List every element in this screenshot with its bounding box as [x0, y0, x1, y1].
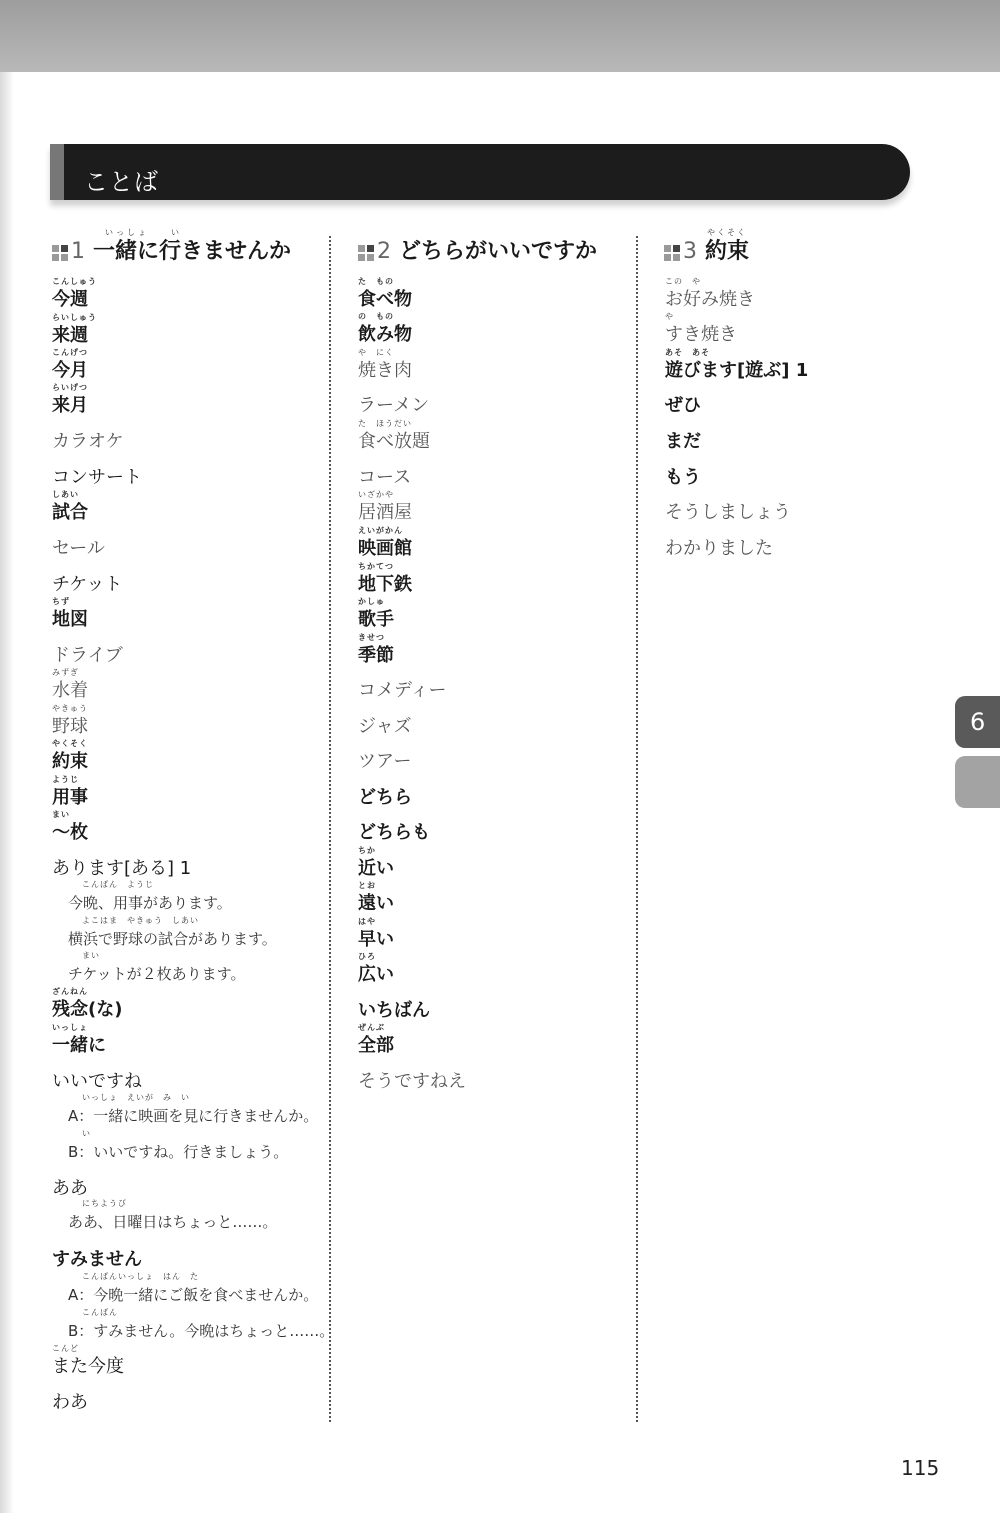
example-sentence	[68, 1129, 289, 1164]
section-heading-1	[52, 228, 292, 266]
vocab-item	[52, 597, 88, 632]
vocab-item	[358, 786, 412, 810]
vocab-item	[665, 277, 755, 312]
vocab-text: 残念(な)	[52, 999, 123, 1020]
grid-icon	[358, 245, 374, 261]
example-sentence	[68, 951, 246, 986]
vocab-item	[52, 1344, 124, 1379]
vocab-item	[358, 881, 394, 916]
vocab-item	[358, 394, 429, 418]
vocab-item	[358, 277, 412, 312]
furigana: よこはま やきゅう しあい	[82, 916, 199, 925]
vocab-item	[52, 1177, 88, 1201]
furigana: いっしょ	[52, 1023, 88, 1032]
section-title	[705, 228, 750, 266]
furigana: この や	[665, 277, 701, 286]
section-header-bar	[50, 144, 910, 200]
furigana: の もの	[358, 312, 394, 321]
vocab-text: また今度	[52, 1356, 124, 1377]
furigana: ようじ	[52, 775, 79, 784]
vocab-text: ラーメン	[358, 395, 430, 416]
furigana: ちかてつ	[358, 562, 394, 571]
vocab-text: そうですねえ	[358, 1071, 466, 1092]
vocab-text: A：今晩一緒にご飯を食べませんか。	[68, 1286, 319, 1304]
vocab-text: すみません	[52, 1249, 142, 1270]
vocab-item	[52, 537, 105, 561]
section-header-title: ことば	[84, 168, 159, 196]
section-title-ruby: いっしょ い	[105, 228, 182, 237]
vocab-item	[52, 810, 88, 845]
furigana: こんげつ	[52, 348, 88, 357]
vocab-item	[358, 999, 430, 1023]
section-title-text: 約束	[705, 239, 750, 264]
furigana: ちか	[358, 846, 376, 855]
vocab-item	[358, 597, 394, 632]
vocab-item	[358, 917, 394, 952]
furigana: はや	[358, 917, 376, 926]
vocab-text: チケットが２枚あります。	[68, 965, 246, 983]
vocab-item	[358, 846, 394, 881]
section-number: 1	[71, 239, 85, 264]
vocab-item	[52, 644, 123, 668]
vocab-text: 広い	[358, 964, 394, 985]
vocab-item	[358, 679, 447, 703]
vocab-text: お好み焼き	[665, 289, 755, 310]
section-title-ruby: やくそく	[707, 228, 747, 237]
furigana: ちず	[52, 597, 70, 606]
vocab-text: ああ、日曜日はちょっと……。	[68, 1213, 278, 1231]
grid-icon	[52, 245, 68, 261]
vocab-item	[52, 1391, 88, 1415]
vocab-text: 今月	[52, 360, 88, 381]
grid-icon	[664, 245, 680, 261]
vocab-item	[358, 952, 394, 987]
furigana: やくそく	[52, 739, 88, 748]
chapter-tab-next	[955, 756, 1000, 808]
vocab-item	[358, 750, 411, 774]
vocab-item	[358, 633, 394, 668]
furigana: こんしゅう	[52, 277, 97, 286]
vocab-text: いいですね	[52, 1071, 142, 1092]
vocab-item	[665, 430, 701, 454]
furigana: こんばん	[82, 1308, 118, 1317]
vocab-text: コメディー	[358, 680, 447, 701]
vocab-text: 映画館	[358, 538, 412, 559]
vocab-item	[52, 490, 88, 525]
vocab-item	[52, 573, 122, 597]
vocab-item	[665, 466, 701, 490]
furigana: こんばんいっしょ はん た	[82, 1272, 199, 1281]
vocab-text: 地図	[52, 609, 88, 630]
vocab-item	[52, 430, 124, 454]
vocab-item	[52, 739, 88, 774]
example-sentence	[68, 1272, 319, 1307]
vocab-text: 一緒に	[52, 1035, 106, 1056]
furigana: た ほうだい	[358, 419, 412, 428]
vocab-text: 試合	[52, 502, 88, 523]
furigana: みずぎ	[52, 668, 79, 677]
vocab-item	[52, 704, 88, 739]
vocab-text: 用事	[52, 787, 88, 808]
example-sentence	[68, 880, 232, 915]
vocab-item	[52, 1023, 106, 1058]
furigana: やきゅう	[52, 704, 88, 713]
vocab-item	[358, 419, 430, 454]
section-heading-2	[358, 232, 597, 266]
vocab-text: 全部	[358, 1035, 394, 1056]
vocab-item	[665, 348, 809, 383]
furigana: た もの	[358, 277, 394, 286]
vocab-text: 食べ放題	[358, 431, 430, 452]
furigana: ぜんぶ	[358, 1023, 385, 1032]
furigana: まい	[52, 810, 70, 819]
vocab-item	[358, 466, 411, 490]
section-number: 3	[683, 239, 697, 264]
furigana: しあい	[52, 490, 79, 499]
furigana: ひろ	[358, 952, 376, 961]
vocab-text: 食べ物	[358, 289, 412, 310]
vocab-item	[358, 490, 412, 525]
example-sentence	[68, 916, 277, 951]
furigana: や にく	[358, 348, 394, 357]
vocab-text: ジャズ	[358, 716, 412, 737]
vocab-text: 居酒屋	[358, 502, 412, 523]
vocab-text: コンサート	[52, 467, 142, 488]
vocab-item	[358, 1070, 466, 1094]
vocab-text: そうしましょう	[665, 502, 791, 523]
section-header-accent	[50, 144, 64, 200]
section-title	[93, 228, 292, 266]
vocab-item	[52, 775, 88, 810]
vocab-text: 焼き肉	[358, 360, 412, 381]
vocab-text: 横浜で野球の試合があります。	[68, 930, 277, 948]
vocab-item	[358, 562, 412, 597]
vocab-text: ああ	[52, 1178, 88, 1199]
furigana: あそ あそ	[665, 348, 710, 357]
vocab-item	[52, 348, 88, 383]
vocab-item	[358, 526, 412, 561]
vocab-text: 飲み物	[358, 324, 412, 345]
vocab-text: B：いいですね。行きましょう。	[68, 1143, 289, 1161]
vocab-item	[665, 394, 701, 418]
vocab-item	[52, 277, 97, 312]
vocab-text: セール	[52, 538, 105, 559]
vocab-item	[52, 987, 123, 1022]
example-sentence	[68, 1308, 335, 1343]
vocab-text: 水着	[52, 680, 88, 701]
furigana: らいしゅう	[52, 313, 97, 322]
furigana: えいがかん	[358, 526, 403, 535]
vocab-text: 遊びます[遊ぶ] 1	[665, 360, 809, 381]
furigana: や	[665, 312, 674, 321]
vocab-text: 地下鉄	[358, 574, 412, 595]
furigana: かしゅ	[358, 597, 385, 606]
furigana: ざんねん	[52, 987, 88, 996]
vocab-text: わかりました	[665, 538, 773, 559]
vocab-item	[358, 1023, 394, 1058]
page-number: 115	[901, 1456, 940, 1480]
vocab-item	[665, 501, 791, 525]
vocab-text: 歌手	[358, 609, 394, 630]
vocab-text: 今週	[52, 289, 88, 310]
vocab-item	[52, 383, 88, 418]
section-heading-3	[664, 228, 750, 266]
vocab-text: わあ	[52, 1392, 88, 1413]
vocab-text: 近い	[358, 858, 394, 879]
vocab-item	[52, 1070, 142, 1094]
vocab-item	[52, 857, 191, 881]
vocab-text: 来週	[52, 325, 88, 346]
vocab-text: どちら	[358, 787, 412, 808]
vocab-text: コース	[358, 467, 412, 488]
vocab-text: どちらも	[358, 822, 430, 843]
furigana: きせつ	[358, 633, 385, 642]
vocab-text: チケット	[52, 574, 123, 595]
vocab-item	[52, 1248, 142, 1272]
section-number: 2	[377, 239, 391, 264]
vocab-text: 今晩、用事があります。	[68, 894, 232, 912]
column-divider	[636, 236, 638, 1422]
furigana: いざかや	[358, 490, 394, 499]
vocab-item	[358, 312, 412, 347]
vocab-item	[358, 821, 430, 845]
vocab-text: あります[ある] 1	[52, 858, 192, 879]
vocab-text: A：一緒に映画を見に行きませんか。	[68, 1107, 319, 1125]
vocab-text: 来月	[52, 395, 88, 416]
vocab-text: B：すみません。今晩はちょっと……。	[68, 1322, 335, 1340]
section-title: どちらがいいですか	[399, 239, 598, 264]
vocab-text: すき焼き	[665, 324, 737, 345]
vocab-text: まだ	[665, 431, 701, 452]
page-top-band	[0, 0, 1000, 72]
vocab-text: 約束	[52, 751, 88, 772]
vocab-text: 早い	[358, 929, 394, 950]
vocab-item	[358, 348, 412, 383]
vocab-item	[358, 715, 412, 739]
chapter-number: 6	[970, 708, 986, 736]
vocab-item	[52, 668, 88, 703]
furigana: こんばん ようじ	[82, 880, 154, 889]
vocab-text: 遠い	[358, 893, 394, 914]
vocab-text: ぜひ	[665, 395, 701, 416]
vocab-text: いちばん	[358, 1000, 430, 1021]
vocab-text: 野球	[52, 716, 88, 737]
vocab-text: もう	[665, 467, 701, 488]
example-sentence	[68, 1199, 278, 1234]
vocab-text: ドライブ	[52, 645, 123, 666]
furigana: にちようび	[82, 1199, 127, 1208]
vocab-item	[665, 312, 737, 347]
column-divider	[329, 236, 331, 1422]
furigana: い	[82, 1129, 91, 1138]
furigana: まい	[82, 951, 100, 960]
vocab-text: ツアー	[358, 751, 412, 772]
furigana: こんど	[52, 1344, 79, 1353]
vocab-item	[52, 313, 97, 348]
vocab-text: カラオケ	[52, 431, 124, 452]
furigana: らいげつ	[52, 383, 88, 392]
example-sentence	[68, 1093, 319, 1128]
vocab-item	[52, 466, 142, 490]
furigana: とお	[358, 881, 376, 890]
page-binding-shadow	[0, 72, 14, 1513]
vocab-text: ～枚	[52, 822, 88, 843]
vocab-text: 季節	[358, 645, 394, 666]
furigana: いっしょ えいが み い	[82, 1093, 190, 1102]
vocab-item	[665, 537, 773, 561]
section-title-text: 一緒に行きませんか	[93, 239, 292, 264]
